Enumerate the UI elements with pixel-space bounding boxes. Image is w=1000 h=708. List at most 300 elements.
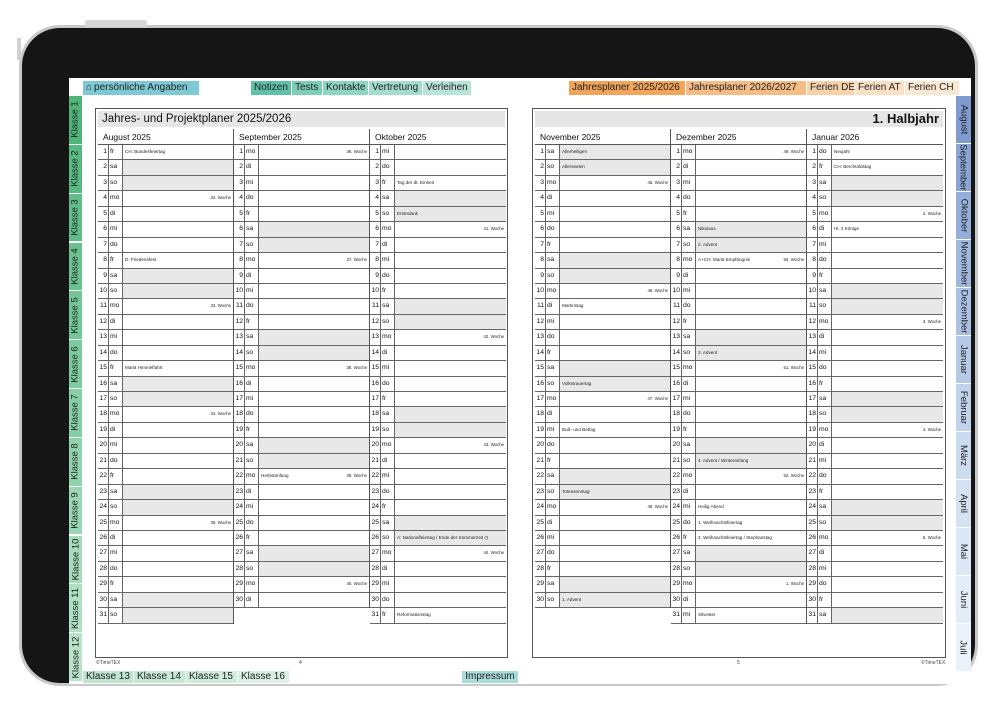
day-row[interactable]	[671, 485, 806, 500]
day-entry[interactable]	[395, 531, 506, 545]
day-entry[interactable]	[259, 284, 369, 298]
day-row[interactable]	[98, 269, 233, 284]
day-row[interactable]	[807, 160, 943, 175]
month-tab-juni[interactable]	[956, 576, 971, 623]
day-entry[interactable]	[395, 454, 506, 468]
day-row[interactable]	[370, 577, 506, 592]
day-row[interactable]	[807, 269, 943, 284]
day-entry[interactable]	[259, 269, 369, 283]
month-tab-juli[interactable]	[956, 624, 971, 671]
day-entry[interactable]	[560, 346, 670, 360]
day-row[interactable]	[370, 562, 506, 577]
day-entry[interactable]	[832, 222, 943, 236]
day-row[interactable]	[535, 516, 670, 531]
day-entry[interactable]	[259, 438, 369, 452]
day-row[interactable]	[807, 191, 943, 206]
day-entry[interactable]	[123, 284, 233, 298]
day-entry[interactable]	[395, 222, 506, 236]
day-entry[interactable]	[696, 485, 806, 499]
day-row[interactable]	[535, 392, 670, 407]
day-entry[interactable]	[832, 176, 943, 190]
day-row[interactable]	[370, 176, 506, 191]
day-row[interactable]	[807, 485, 943, 500]
day-row[interactable]	[535, 191, 670, 206]
day-row[interactable]	[98, 176, 233, 191]
day-entry[interactable]	[560, 361, 670, 375]
day-row[interactable]	[535, 577, 670, 592]
day-entry[interactable]	[259, 423, 369, 437]
day-row[interactable]	[234, 191, 369, 206]
day-row[interactable]	[370, 546, 506, 561]
day-entry[interactable]	[560, 438, 670, 452]
day-entry[interactable]	[832, 145, 943, 159]
day-entry[interactable]	[696, 608, 806, 622]
class-tab-8[interactable]	[69, 438, 82, 486]
day-row[interactable]	[671, 454, 806, 469]
day-entry[interactable]	[560, 176, 670, 190]
day-row[interactable]	[370, 377, 506, 392]
day-row[interactable]	[234, 546, 369, 561]
day-entry[interactable]	[123, 299, 233, 313]
day-row[interactable]	[671, 160, 806, 175]
day-row[interactable]	[98, 361, 233, 376]
day-entry[interactable]	[696, 438, 806, 452]
day-entry[interactable]	[395, 269, 506, 283]
day-row[interactable]	[370, 438, 506, 453]
day-row[interactable]	[807, 346, 943, 361]
day-entry[interactable]	[832, 315, 943, 329]
day-row[interactable]	[234, 516, 369, 531]
day-entry[interactable]	[832, 469, 943, 483]
day-row[interactable]	[370, 454, 506, 469]
day-entry[interactable]	[259, 145, 369, 159]
bottom-class-tab-16[interactable]: Klasse 16	[238, 671, 289, 683]
class-tab-3[interactable]	[69, 194, 82, 242]
day-entry[interactable]	[696, 392, 806, 406]
day-entry[interactable]	[696, 546, 806, 560]
day-row[interactable]	[671, 207, 806, 222]
day-row[interactable]	[234, 222, 369, 237]
day-entry[interactable]	[123, 238, 233, 252]
class-tab-5[interactable]	[69, 291, 82, 339]
day-row[interactable]	[535, 222, 670, 237]
day-entry[interactable]	[696, 269, 806, 283]
day-entry[interactable]	[395, 500, 506, 514]
day-row[interactable]	[98, 562, 233, 577]
day-row[interactable]	[535, 593, 670, 608]
day-entry[interactable]	[395, 423, 506, 437]
day-entry[interactable]	[696, 423, 806, 437]
day-row[interactable]	[807, 531, 943, 546]
day-entry[interactable]	[832, 577, 943, 591]
day-entry[interactable]	[123, 546, 233, 560]
day-entry[interactable]	[832, 269, 943, 283]
day-row[interactable]	[98, 284, 233, 299]
day-row[interactable]	[671, 608, 806, 623]
day-entry[interactable]	[696, 577, 806, 591]
day-entry[interactable]	[696, 253, 806, 267]
day-entry[interactable]	[123, 191, 233, 205]
day-row[interactable]	[671, 500, 806, 515]
month-tab-februar[interactable]	[956, 384, 971, 431]
day-row[interactable]	[98, 346, 233, 361]
day-row[interactable]	[671, 469, 806, 484]
day-row[interactable]	[370, 346, 506, 361]
day-entry[interactable]	[560, 577, 670, 591]
day-entry[interactable]	[696, 160, 806, 174]
day-entry[interactable]	[832, 361, 943, 375]
day-row[interactable]	[535, 315, 670, 330]
day-entry[interactable]	[123, 330, 233, 344]
day-entry[interactable]	[123, 361, 233, 375]
day-entry[interactable]	[832, 516, 943, 530]
day-entry[interactable]	[832, 346, 943, 360]
day-entry[interactable]	[123, 423, 233, 437]
day-entry[interactable]	[560, 269, 670, 283]
day-entry[interactable]	[123, 346, 233, 360]
day-entry[interactable]	[560, 253, 670, 267]
day-row[interactable]	[535, 346, 670, 361]
day-row[interactable]	[98, 485, 233, 500]
day-entry[interactable]	[123, 454, 233, 468]
day-row[interactable]	[535, 377, 670, 392]
day-entry[interactable]	[832, 438, 943, 452]
day-row[interactable]	[535, 531, 670, 546]
day-row[interactable]	[234, 407, 369, 422]
day-entry[interactable]	[123, 407, 233, 421]
day-entry[interactable]	[696, 222, 806, 236]
day-row[interactable]	[370, 222, 506, 237]
day-entry[interactable]	[696, 516, 806, 530]
day-row[interactable]	[370, 253, 506, 268]
day-row[interactable]	[807, 500, 943, 515]
day-row[interactable]	[98, 438, 233, 453]
day-row[interactable]	[370, 207, 506, 222]
day-entry[interactable]	[259, 207, 369, 221]
day-entry[interactable]	[123, 608, 233, 622]
day-entry[interactable]	[696, 315, 806, 329]
day-row[interactable]	[671, 145, 806, 160]
day-entry[interactable]	[259, 469, 369, 483]
day-row[interactable]	[807, 176, 943, 191]
day-entry[interactable]	[123, 469, 233, 483]
impressum-tab[interactable]: Impressum	[462, 671, 518, 683]
day-row[interactable]	[370, 238, 506, 253]
day-entry[interactable]	[395, 392, 506, 406]
day-row[interactable]	[98, 407, 233, 422]
day-row[interactable]	[807, 407, 943, 422]
day-row[interactable]	[671, 392, 806, 407]
day-row[interactable]	[234, 284, 369, 299]
class-tab-9[interactable]	[69, 487, 82, 535]
day-row[interactable]	[671, 531, 806, 546]
day-row[interactable]	[807, 516, 943, 531]
day-entry[interactable]	[832, 207, 943, 221]
day-row[interactable]	[234, 238, 369, 253]
day-row[interactable]	[98, 330, 233, 345]
day-entry[interactable]	[832, 546, 943, 560]
day-entry[interactable]	[259, 407, 369, 421]
day-entry[interactable]	[395, 315, 506, 329]
day-entry[interactable]	[123, 145, 233, 159]
day-entry[interactable]	[395, 546, 506, 560]
day-entry[interactable]	[395, 299, 506, 313]
day-row[interactable]	[807, 546, 943, 561]
day-entry[interactable]	[832, 253, 943, 267]
day-row[interactable]	[671, 423, 806, 438]
day-row[interactable]	[671, 562, 806, 577]
day-entry[interactable]	[395, 330, 506, 344]
day-entry[interactable]	[560, 299, 670, 313]
day-row[interactable]	[370, 423, 506, 438]
day-entry[interactable]	[123, 377, 233, 391]
day-entry[interactable]	[259, 531, 369, 545]
day-row[interactable]	[807, 207, 943, 222]
day-entry[interactable]	[123, 485, 233, 499]
day-entry[interactable]	[560, 562, 670, 576]
class-tab-2[interactable]	[69, 145, 82, 193]
day-row[interactable]	[370, 500, 506, 515]
day-row[interactable]	[535, 423, 670, 438]
bottom-class-tab-15[interactable]: Klasse 15	[186, 671, 237, 683]
day-entry[interactable]	[832, 608, 943, 622]
day-row[interactable]	[370, 191, 506, 206]
day-entry[interactable]	[395, 346, 506, 360]
day-entry[interactable]	[123, 500, 233, 514]
day-entry[interactable]	[560, 469, 670, 483]
month-tab-mai[interactable]	[956, 528, 971, 575]
day-row[interactable]	[535, 207, 670, 222]
day-entry[interactable]	[123, 392, 233, 406]
day-entry[interactable]	[560, 207, 670, 221]
day-row[interactable]	[370, 593, 506, 608]
day-entry[interactable]	[259, 330, 369, 344]
day-row[interactable]	[234, 469, 369, 484]
day-row[interactable]	[234, 361, 369, 376]
day-row[interactable]	[807, 361, 943, 376]
day-row[interactable]	[98, 207, 233, 222]
day-entry[interactable]	[560, 330, 670, 344]
day-entry[interactable]	[259, 160, 369, 174]
day-entry[interactable]	[696, 500, 806, 514]
day-entry[interactable]	[123, 207, 233, 221]
day-entry[interactable]	[395, 176, 506, 190]
day-row[interactable]	[535, 284, 670, 299]
class-tab-10[interactable]	[69, 536, 82, 584]
day-row[interactable]	[671, 284, 806, 299]
day-entry[interactable]	[259, 361, 369, 375]
day-row[interactable]	[98, 377, 233, 392]
day-row[interactable]	[98, 577, 233, 592]
day-row[interactable]	[807, 608, 943, 623]
month-tab-märz[interactable]	[956, 432, 971, 479]
day-entry[interactable]	[696, 238, 806, 252]
day-entry[interactable]	[123, 176, 233, 190]
top-tab-0[interactable]	[83, 81, 199, 95]
day-row[interactable]	[98, 593, 233, 608]
day-entry[interactable]	[832, 299, 943, 313]
day-entry[interactable]	[696, 284, 806, 298]
day-row[interactable]	[234, 423, 369, 438]
day-row[interactable]	[535, 299, 670, 314]
class-tab-11[interactable]	[69, 584, 82, 632]
day-row[interactable]	[234, 346, 369, 361]
day-row[interactable]	[370, 608, 506, 623]
day-entry[interactable]	[696, 454, 806, 468]
day-entry[interactable]	[696, 346, 806, 360]
day-row[interactable]	[671, 238, 806, 253]
day-entry[interactable]	[259, 377, 369, 391]
day-row[interactable]	[370, 407, 506, 422]
day-entry[interactable]	[395, 593, 506, 607]
day-entry[interactable]	[832, 407, 943, 421]
top-tab-4[interactable]	[369, 81, 422, 95]
day-row[interactable]	[234, 176, 369, 191]
day-entry[interactable]	[395, 238, 506, 252]
day-entry[interactable]	[560, 546, 670, 560]
day-entry[interactable]	[259, 299, 369, 313]
day-entry[interactable]	[395, 145, 506, 159]
day-entry[interactable]	[395, 516, 506, 530]
day-entry[interactable]	[123, 438, 233, 452]
day-entry[interactable]	[696, 469, 806, 483]
day-entry[interactable]	[696, 299, 806, 313]
day-row[interactable]	[807, 145, 943, 160]
day-row[interactable]	[234, 160, 369, 175]
day-entry[interactable]	[560, 423, 670, 437]
day-row[interactable]	[98, 469, 233, 484]
day-row[interactable]	[98, 423, 233, 438]
day-entry[interactable]	[395, 469, 506, 483]
day-entry[interactable]	[832, 454, 943, 468]
day-row[interactable]	[671, 407, 806, 422]
day-entry[interactable]	[123, 516, 233, 530]
day-row[interactable]	[98, 546, 233, 561]
bottom-class-tab-13[interactable]: Klasse 13	[83, 671, 133, 683]
day-row[interactable]	[807, 454, 943, 469]
day-entry[interactable]	[832, 562, 943, 576]
day-row[interactable]	[98, 500, 233, 515]
day-row[interactable]	[234, 577, 369, 592]
day-entry[interactable]	[696, 145, 806, 159]
day-entry[interactable]	[259, 346, 369, 360]
day-entry[interactable]	[560, 500, 670, 514]
day-entry[interactable]	[560, 160, 670, 174]
day-row[interactable]	[535, 176, 670, 191]
day-row[interactable]	[671, 191, 806, 206]
day-row[interactable]	[807, 392, 943, 407]
day-row[interactable]	[370, 284, 506, 299]
day-row[interactable]	[535, 145, 670, 160]
day-entry[interactable]	[123, 160, 233, 174]
day-row[interactable]	[234, 485, 369, 500]
day-row[interactable]	[234, 562, 369, 577]
day-entry[interactable]	[696, 361, 806, 375]
day-row[interactable]	[671, 377, 806, 392]
day-entry[interactable]	[560, 485, 670, 499]
day-entry[interactable]	[123, 531, 233, 545]
day-entry[interactable]	[696, 207, 806, 221]
day-row[interactable]	[234, 500, 369, 515]
day-entry[interactable]	[832, 238, 943, 252]
top-tab-5[interactable]	[423, 81, 471, 95]
day-entry[interactable]	[259, 546, 369, 560]
month-tab-dezember[interactable]	[956, 288, 971, 335]
day-row[interactable]	[671, 516, 806, 531]
day-row[interactable]	[98, 222, 233, 237]
day-entry[interactable]	[560, 222, 670, 236]
day-entry[interactable]	[832, 191, 943, 205]
day-row[interactable]	[234, 207, 369, 222]
day-entry[interactable]	[832, 423, 943, 437]
class-tab-7[interactable]	[69, 389, 82, 437]
day-row[interactable]	[671, 253, 806, 268]
day-entry[interactable]	[123, 315, 233, 329]
day-entry[interactable]	[259, 222, 369, 236]
day-row[interactable]	[370, 299, 506, 314]
day-entry[interactable]	[560, 238, 670, 252]
day-row[interactable]	[234, 253, 369, 268]
day-entry[interactable]	[395, 438, 506, 452]
day-row[interactable]	[98, 531, 233, 546]
day-entry[interactable]	[395, 191, 506, 205]
day-row[interactable]	[807, 438, 943, 453]
day-row[interactable]	[671, 176, 806, 191]
day-row[interactable]	[535, 562, 670, 577]
day-row[interactable]	[535, 361, 670, 376]
day-entry[interactable]	[696, 330, 806, 344]
day-row[interactable]	[98, 392, 233, 407]
day-row[interactable]	[234, 392, 369, 407]
day-row[interactable]	[234, 438, 369, 453]
day-entry[interactable]	[832, 531, 943, 545]
month-tab-april[interactable]	[956, 480, 971, 527]
day-row[interactable]	[535, 160, 670, 175]
day-row[interactable]	[370, 160, 506, 175]
day-row[interactable]	[98, 454, 233, 469]
top-right-tab-1[interactable]: Jahresplaner 2026/2027	[686, 81, 806, 95]
day-row[interactable]	[370, 361, 506, 376]
day-row[interactable]	[98, 238, 233, 253]
day-row[interactable]	[671, 315, 806, 330]
day-row[interactable]	[98, 191, 233, 206]
day-row[interactable]	[370, 516, 506, 531]
day-entry[interactable]	[259, 454, 369, 468]
day-row[interactable]	[98, 315, 233, 330]
day-entry[interactable]	[832, 160, 943, 174]
day-entry[interactable]	[259, 392, 369, 406]
day-row[interactable]	[370, 145, 506, 160]
day-entry[interactable]	[123, 253, 233, 267]
day-entry[interactable]	[395, 407, 506, 421]
day-row[interactable]	[535, 330, 670, 345]
day-entry[interactable]	[560, 454, 670, 468]
day-entry[interactable]	[123, 222, 233, 236]
day-row[interactable]	[234, 330, 369, 345]
day-row[interactable]	[671, 577, 806, 592]
day-entry[interactable]	[560, 531, 670, 545]
day-entry[interactable]	[696, 176, 806, 190]
month-tab-januar[interactable]	[956, 336, 971, 383]
class-tab-6[interactable]	[69, 340, 82, 388]
day-entry[interactable]	[832, 377, 943, 391]
day-entry[interactable]	[560, 145, 670, 159]
day-entry[interactable]	[395, 207, 506, 221]
day-row[interactable]	[671, 222, 806, 237]
day-row[interactable]	[370, 469, 506, 484]
day-row[interactable]	[535, 454, 670, 469]
day-row[interactable]	[234, 269, 369, 284]
